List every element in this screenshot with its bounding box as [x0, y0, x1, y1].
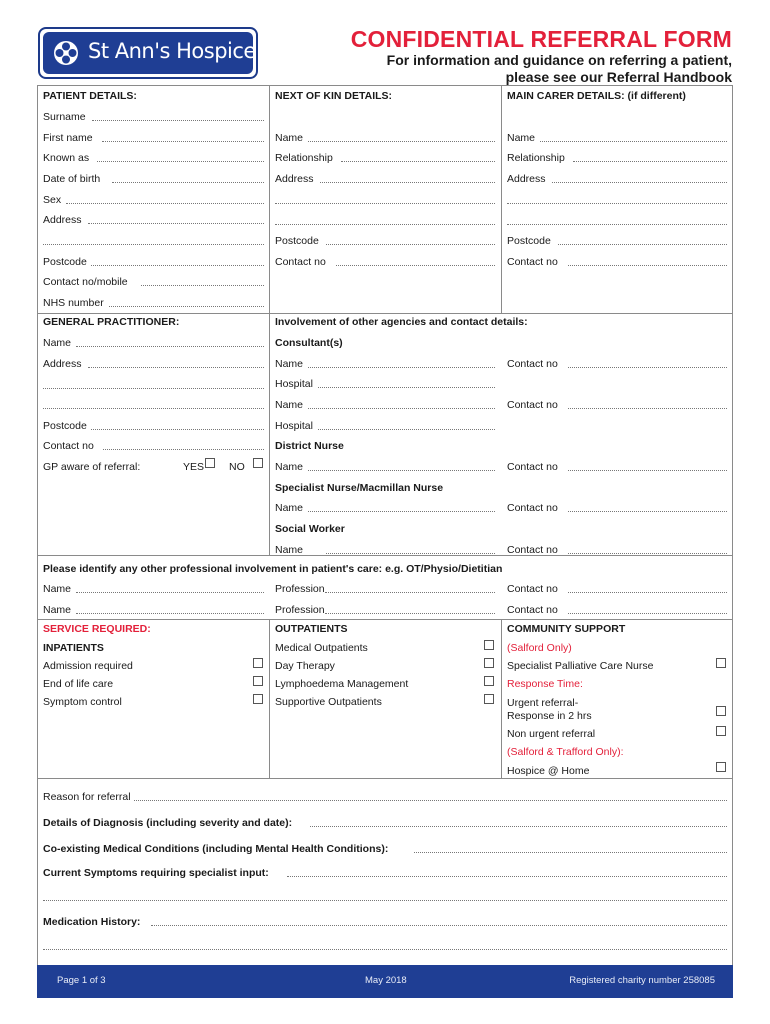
symptoms-field-line2[interactable] — [43, 900, 727, 901]
logo-text: St Ann's Hospice — [88, 39, 256, 63]
patient-nhs-label: NHS number — [43, 297, 104, 309]
nok-contact-label: Contact no — [275, 256, 326, 268]
gp-name-label: Name — [43, 337, 72, 349]
gp-address-line2[interactable] — [43, 388, 264, 389]
dn-name-field[interactable] — [308, 470, 495, 471]
consultant1-hospital-label: Hospital — [275, 378, 313, 390]
gp-name-field[interactable] — [76, 346, 264, 347]
outpatient-supportive-checkbox[interactable] — [484, 694, 494, 704]
patient-postcode-label: Postcode — [43, 256, 87, 268]
nok-contact-field[interactable] — [336, 265, 495, 266]
salford-only-note: (Salford Only) — [507, 642, 572, 654]
patient-dob-field[interactable] — [112, 182, 264, 183]
form-title: CONFIDENTIAL REFERRAL FORM — [350, 26, 732, 52]
community-heading: COMMUNITY SUPPORT — [507, 623, 626, 635]
gp-yes-label: YES — [183, 461, 205, 473]
patient-surname-field[interactable] — [92, 120, 264, 121]
symptoms-field[interactable] — [287, 876, 727, 877]
symptoms-label: Current Symptoms requiring specialist input: — [43, 867, 269, 879]
subtitle-line-2: please see our Referral Handbook — [505, 69, 732, 85]
patient-contact-label: Contact no/mobile — [43, 276, 128, 288]
patient-dob-label: Date of birth — [43, 173, 101, 185]
service-heading: SERVICE REQUIRED: — [43, 623, 151, 635]
agencies-heading: Involvement of other agencies and contact details: — [275, 316, 528, 328]
sw-contact-label: Contact no — [507, 544, 558, 556]
spcn-checkbox[interactable] — [716, 658, 726, 668]
carer-contact-field[interactable] — [568, 265, 727, 266]
prof2-name-label: Name — [43, 604, 72, 616]
sw-name-label: Name — [275, 544, 304, 556]
prof2-profession-field[interactable] — [325, 613, 495, 614]
district-nurse-heading: District Nurse — [275, 440, 344, 452]
consultant1-contact-field[interactable] — [568, 367, 727, 368]
medication-label: Medication History: — [43, 916, 141, 928]
gp-contact-label: Contact no — [43, 440, 94, 452]
carer-address-line2[interactable] — [507, 203, 727, 204]
consultant1-hospital-field[interactable] — [318, 387, 495, 388]
carer-name-field[interactable] — [540, 141, 727, 142]
consultant2-hospital-label: Hospital — [275, 420, 313, 432]
salford-trafford-note: (Salford & Trafford Only): — [507, 746, 624, 758]
gp-postcode-field[interactable] — [91, 429, 264, 430]
patient-contact-field[interactable] — [141, 285, 264, 286]
consultant2-hospital-field[interactable] — [318, 429, 495, 430]
sn-name-label: Name — [275, 502, 304, 514]
inpatient-eol-checkbox[interactable] — [253, 676, 263, 686]
prof1-name-label: Name — [43, 583, 72, 595]
footer-page: Page 1 of 3 — [57, 975, 106, 986]
non-urgent-checkbox[interactable] — [716, 726, 726, 736]
carer-address-label: Address — [507, 173, 546, 185]
carer-address-field[interactable] — [552, 182, 727, 183]
specialist-nurse-heading: Specialist Nurse/Macmillan Nurse — [275, 482, 444, 494]
nok-name-label: Name — [275, 132, 304, 144]
prof2-profession-label: Profession — [275, 604, 325, 616]
coexisting-label: Co-existing Medical Conditions (including Mental Health Conditions): — [43, 843, 389, 855]
outpatient-daytherapy-checkbox[interactable] — [484, 658, 494, 668]
gp-no-checkbox[interactable] — [253, 458, 263, 468]
patient-address-label: Address — [43, 214, 82, 226]
nok-address-label: Address — [275, 173, 314, 185]
prof1-contact-label: Contact no — [507, 583, 558, 595]
gp-address-label: Address — [43, 358, 82, 370]
patient-sex-label: Sex — [43, 194, 62, 206]
prof1-name-field[interactable] — [76, 592, 264, 593]
consultant2-contact-label: Contact no — [507, 399, 558, 411]
flower-icon — [53, 40, 79, 66]
response-time-label: Response Time: — [507, 678, 583, 690]
patient-firstname-label: First name — [43, 132, 93, 144]
nok-relationship-label: Relationship — [275, 152, 333, 164]
carer-relationship-label: Relationship — [507, 152, 565, 164]
consultant-heading: Consultant(s) — [275, 337, 343, 349]
inpatient-admission-label: Admission required — [43, 660, 133, 672]
outpatient-lymph-checkbox[interactable] — [484, 676, 494, 686]
consultant1-contact-label: Contact no — [507, 358, 558, 370]
patient-sex-field[interactable] — [66, 203, 264, 204]
outpatient-lymph-label: Lymphoedema Management — [275, 678, 409, 690]
gp-no-label: NO — [229, 461, 245, 473]
consultant2-name-label: Name — [275, 399, 304, 411]
sw-name-field[interactable] — [326, 553, 495, 554]
nok-address-line2[interactable] — [275, 203, 495, 204]
hospice-home-label: Hospice @ Home — [507, 765, 590, 777]
patient-nhs-field[interactable] — [109, 306, 264, 307]
inpatients-heading: INPATIENTS — [43, 642, 104, 654]
hospice-logo — [38, 27, 258, 79]
non-urgent-label: Non urgent referral — [507, 728, 596, 740]
nok-postcode-label: Postcode — [275, 235, 319, 247]
consultant1-name-field[interactable] — [308, 367, 495, 368]
gp-heading: GENERAL PRACTITIONER: — [43, 316, 180, 328]
footer-charity: Registered charity number 258085 — [569, 975, 715, 986]
spcn-label: Specialist Palliative Care Nurse — [507, 660, 654, 672]
social-worker-heading: Social Worker — [275, 523, 345, 535]
diagnosis-field[interactable] — [310, 826, 727, 827]
medication-field[interactable] — [151, 925, 727, 926]
urgent-label-2: Response in 2 hrs — [507, 710, 592, 722]
outpatient-medical-label: Medical Outpatients — [275, 642, 368, 654]
patient-firstname-field[interactable] — [102, 141, 264, 142]
consultant1-name-label: Name — [275, 358, 304, 370]
reason-field[interactable] — [134, 800, 727, 801]
inpatient-symptom-label: Symptom control — [43, 696, 122, 708]
patient-postcode-field[interactable] — [91, 265, 264, 266]
medication-field-line2[interactable] — [43, 949, 727, 950]
footer-bar — [37, 965, 733, 998]
subtitle-line-1: For information and guidance on referring a patient, — [386, 52, 732, 68]
sn-contact-label: Contact no — [507, 502, 558, 514]
consultant2-contact-field[interactable] — [568, 408, 727, 409]
coexisting-field[interactable] — [414, 852, 727, 853]
nok-relationship-field[interactable] — [341, 161, 495, 162]
hospice-home-checkbox[interactable] — [716, 762, 726, 772]
patient-knownas-label: Known as — [43, 152, 90, 164]
prof2-contact-label: Contact no — [507, 604, 558, 616]
gp-postcode-label: Postcode — [43, 420, 87, 432]
diagnosis-label: Details of Diagnosis (including severity and date): — [43, 817, 293, 829]
prof1-contact-field[interactable] — [568, 592, 727, 593]
gp-contact-field[interactable] — [103, 449, 264, 450]
inpatient-symptom-checkbox[interactable] — [253, 694, 263, 704]
reason-label: Reason for referral — [43, 791, 131, 803]
dn-contact-field[interactable] — [568, 470, 727, 471]
inpatient-eol-label: End of life care — [43, 678, 114, 690]
carer-address-line3[interactable] — [507, 224, 727, 225]
nok-postcode-field[interactable] — [326, 244, 495, 245]
outpatient-medical-checkbox[interactable] — [484, 640, 494, 650]
sw-contact-field[interactable] — [568, 553, 727, 554]
carer-postcode-label: Postcode — [507, 235, 551, 247]
patient-address-field[interactable] — [88, 223, 264, 224]
carer-heading: MAIN CARER DETAILS: (if different) — [507, 90, 686, 102]
nok-address-line3[interactable] — [275, 224, 495, 225]
dn-name-label: Name — [275, 461, 304, 473]
professional-heading: Please identify any other professional involvement in patient's care: e.g. OT/Physio/Dietitian — [43, 563, 503, 575]
nok-address-field[interactable] — [320, 182, 495, 183]
gp-address-field[interactable] — [88, 367, 264, 368]
nok-heading: NEXT OF KIN DETAILS: — [275, 90, 393, 102]
dn-contact-label: Contact no — [507, 461, 558, 473]
urgent-checkbox[interactable] — [716, 706, 726, 716]
carer-name-label: Name — [507, 132, 536, 144]
outpatient-daytherapy-label: Day Therapy — [275, 660, 335, 672]
form-frame — [37, 85, 733, 968]
sn-name-field[interactable] — [308, 511, 495, 512]
patient-heading: PATIENT DETAILS: — [43, 90, 137, 102]
prof1-profession-field[interactable] — [325, 592, 495, 593]
footer-date: May 2018 — [365, 975, 407, 986]
carer-relationship-field[interactable] — [573, 161, 727, 162]
consultant2-name-field[interactable] — [308, 408, 495, 409]
inpatient-admission-checkbox[interactable] — [253, 658, 263, 668]
patient-address-line2[interactable] — [43, 244, 264, 245]
carer-contact-label: Contact no — [507, 256, 558, 268]
outpatients-heading: OUTPATIENTS — [275, 623, 348, 635]
outpatient-supportive-label: Supportive Outpatients — [275, 696, 382, 708]
urgent-label-1: Urgent referral- — [507, 697, 579, 709]
prof1-profession-label: Profession — [275, 583, 325, 595]
prof2-name-field[interactable] — [76, 613, 264, 614]
sn-contact-field[interactable] — [568, 511, 727, 512]
patient-surname-label: Surname — [43, 111, 86, 123]
gp-address-line3[interactable] — [43, 408, 264, 409]
carer-postcode-field[interactable] — [558, 244, 727, 245]
gp-yes-checkbox[interactable] — [205, 458, 215, 468]
prof2-contact-field[interactable] — [568, 613, 727, 614]
nok-name-field[interactable] — [308, 141, 495, 142]
patient-knownas-field[interactable] — [97, 161, 264, 162]
gp-aware-label: GP aware of referral: — [43, 461, 141, 473]
